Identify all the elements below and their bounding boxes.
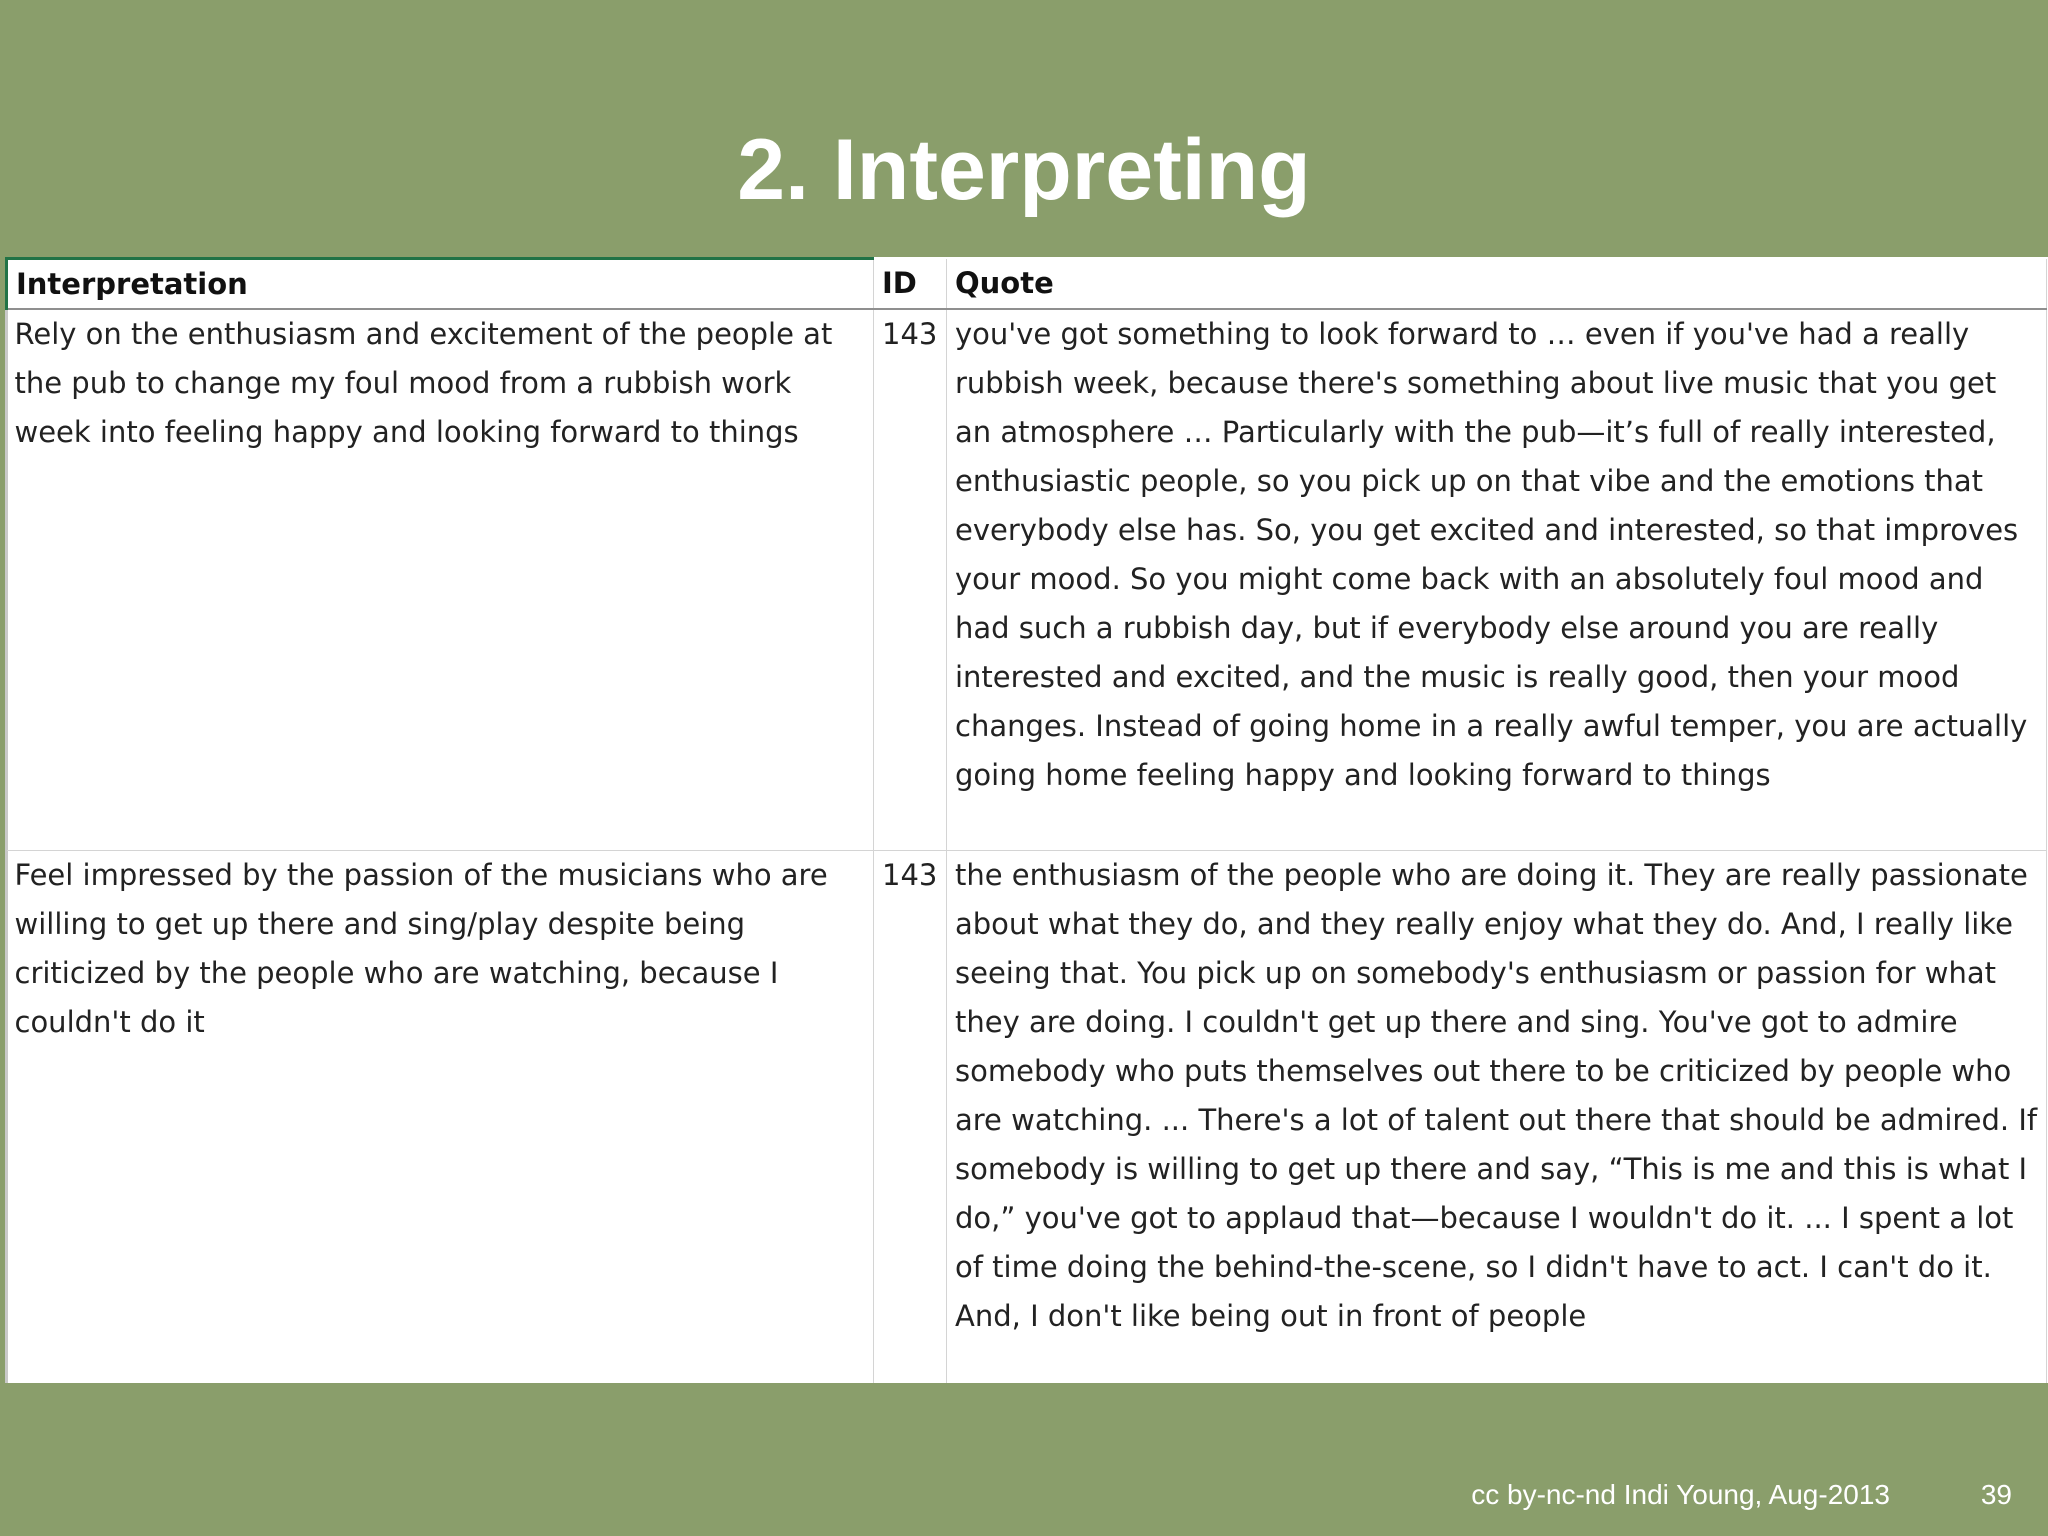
table-row <box>7 851 2047 1384</box>
header-row <box>7 259 2047 310</box>
header-id[interactable]: ID <box>874 259 947 310</box>
interpretation-table <box>5 257 2047 1383</box>
interpretation-cell[interactable]: Rely on the enthusiasm and excitement of the people at the pub to change my foul mood from a rubbish work week into feeling happy and looking forward to things <box>7 309 874 851</box>
header-interpretation[interactable]: Interpretation <box>7 259 874 310</box>
slide-title: 2. Interpreting <box>737 122 1311 218</box>
interpretation-cell[interactable]: Feel impressed by the passion of the musicians who are willing to get up there and sing/play despite being criticized by the people who are watching, because I couldn't do it <box>7 851 874 1384</box>
id-cell[interactable]: 143 <box>874 851 947 1384</box>
header-quote[interactable]: Quote <box>947 259 2047 310</box>
footer-credit: cc by-nc-nd Indi Young, Aug-2013 <box>1471 1479 1890 1510</box>
id-cell[interactable]: 143 <box>874 309 947 851</box>
quote-cell[interactable]: the enthusiasm of the people who are doing it. They are really passionate about what they do, and they really enjoy what they do. And, I really like seeing that. You pick up on somebody's enthusiasm or passion for what they are doing. I couldn't get up there and sing. You've got to admire somebody who puts themselves out there to be criticized by people who are watching. ... There's a lot of talent out there that should be admired. If somebody is willing to get up there and say, “This is me and this is what I do,” you've got to applaud that—because I wouldn't do it. ... I spent a lot of time doing the behind-the-scene, so I didn't have to act. I can't do it. And, I don't like being out in front of people <box>947 851 2047 1384</box>
quote-cell[interactable]: you've got something to look forward to … even if you've had a really rubbish week, because there's something about live music that you get an atmosphere … Particularly with the pub—it’s full of really interested, enthusiastic people, so you pick up on that vibe and the emotions that everybody else has. So, you get excited and interested, so that improves your mood. So you might come back with an absolutely foul mood and had such a rubbish day, but if everybody else around you are really interested and excited, and the music is really good, then your mood changes. Instead of going home in a really awful temper, you are actually going home feeling happy and looking forward to things <box>947 309 2047 851</box>
table-row <box>7 309 2047 851</box>
spreadsheet-table <box>5 257 2048 1383</box>
page-number: 39 <box>1980 1479 2012 1510</box>
